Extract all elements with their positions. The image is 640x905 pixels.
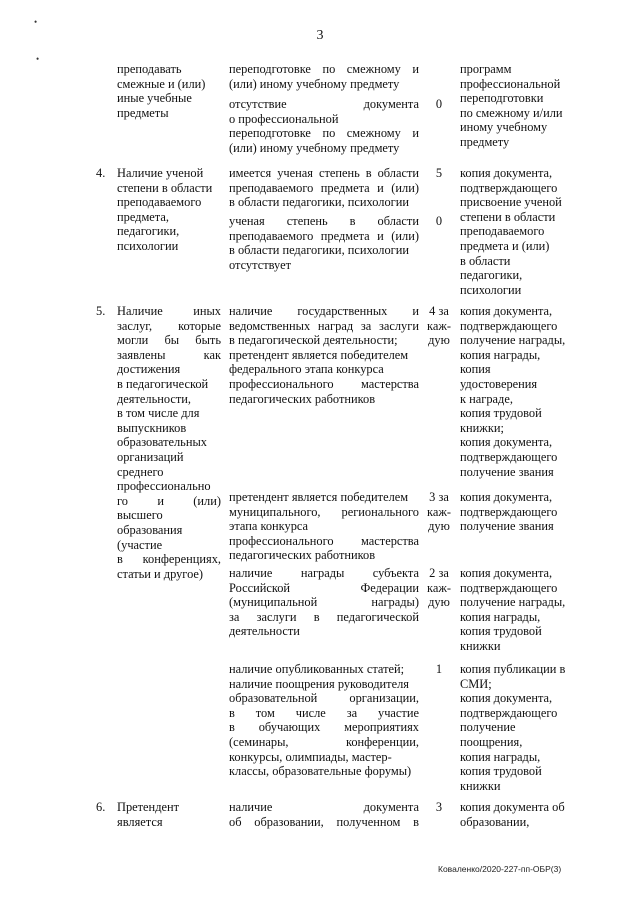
text-line: Наличие ученой <box>117 166 204 180</box>
text-line: 0 <box>435 97 443 111</box>
text-line: преподавать <box>117 62 182 76</box>
document-list <box>460 566 580 654</box>
text-line: дую <box>428 333 450 348</box>
text-line: 5 <box>435 166 443 180</box>
text-line: копия трудовой <box>460 406 542 421</box>
text-line: предметы <box>117 105 169 120</box>
document-list <box>460 662 580 793</box>
text-line: каж- <box>426 504 452 519</box>
text-line: копия публикации в <box>460 662 566 676</box>
text-line: книжки; <box>460 420 504 435</box>
text-line: (муниципальной награды) <box>229 595 419 610</box>
text-line: профессионального мастерства <box>229 376 419 391</box>
text-line: 1 <box>435 662 443 676</box>
text-line: образовательных <box>117 435 207 450</box>
text-line: копия документа, <box>460 490 553 504</box>
text-line: выпускников <box>117 420 187 435</box>
text-line: предмета, <box>117 209 169 224</box>
text-line: копия награды, <box>460 347 541 362</box>
document-list <box>460 490 580 534</box>
text-line: ученая степень в области <box>229 214 419 228</box>
score-value <box>424 490 454 534</box>
text-line: получение награды, <box>460 333 566 348</box>
text-line: дую <box>428 519 450 534</box>
text-line: степени в области <box>117 180 213 195</box>
text-line: подтверждающего <box>460 580 558 595</box>
text-line: заслуг, которые <box>117 318 221 333</box>
text-line: в педагогической деятельности; <box>229 333 398 348</box>
text-line: педагогических работников <box>229 391 376 406</box>
text-line: имеется ученая степень в области <box>229 166 419 180</box>
text-line: Российской Федерации <box>229 580 419 595</box>
text-line: могли бы быть <box>117 333 221 348</box>
text-line: организаций <box>117 449 184 464</box>
text-line: об образовании, полученном в <box>229 814 419 829</box>
text-line: достижения <box>117 362 181 377</box>
scan-mark: • <box>36 54 40 64</box>
text-line: подтверждающего <box>460 180 558 195</box>
text-line: деятельности, <box>117 391 192 406</box>
text-line: этапа конкурса <box>229 519 309 534</box>
text-line: о профессиональной <box>229 111 339 126</box>
text-line: в том числе за участие <box>229 705 419 720</box>
text-line: Наличие иных <box>117 304 221 318</box>
score-value <box>424 166 454 181</box>
text-line: подтверждающего <box>460 449 558 464</box>
row-number: 6. <box>96 800 106 814</box>
text-line: претендент является победителем <box>229 490 409 504</box>
text-line: копия документа, <box>460 166 553 180</box>
text-line: копия документа, <box>460 691 553 706</box>
document-list <box>460 166 580 297</box>
text-line: конкурсы, олимпиады, мастер- <box>229 749 392 764</box>
text-line: предмету <box>460 134 510 149</box>
text-line: (участие <box>117 537 163 552</box>
text-line: преподаваемого предмета и (или) <box>229 180 419 195</box>
text-line: получение награды, <box>460 595 566 610</box>
text-line: СМИ; <box>460 676 492 691</box>
score-value <box>424 214 454 229</box>
text-line: подтверждающего <box>460 318 558 333</box>
text-line: переподготовке по смежному и <box>229 62 419 76</box>
condition-text <box>229 97 419 155</box>
text-line: федерального этапа конкурса <box>229 362 384 377</box>
text-line: классы, образовательные форумы) <box>229 764 412 779</box>
score-value <box>424 97 454 112</box>
document-footer: Коваленко/2020-227-пп-ОБР(3) <box>438 864 562 874</box>
condition-text <box>229 566 419 639</box>
text-line: переподготовки <box>460 91 544 106</box>
text-line: наличие поощрения руководителя <box>229 676 409 691</box>
text-line: является <box>117 814 163 829</box>
text-line: педагогики, <box>460 268 523 283</box>
text-line: копия трудовой <box>460 764 542 779</box>
text-line: за заслуги в педагогической <box>229 609 419 624</box>
text-line: книжки <box>460 638 501 653</box>
condition-text <box>229 490 419 563</box>
text-line: ведомственных наград за заслуги <box>229 318 419 333</box>
document-list <box>460 304 580 479</box>
text-line: присвоение ученой <box>460 195 562 210</box>
text-line: получение звания <box>460 464 554 479</box>
text-line: преподаваемого <box>460 224 545 239</box>
text-line: педагогических работников <box>229 548 376 563</box>
text-line: копия документа, <box>460 304 553 318</box>
text-line: наличие государственных и <box>229 304 419 318</box>
document-list <box>460 800 580 829</box>
text-line: к награде, <box>460 391 513 406</box>
text-line: степени в области <box>460 209 556 224</box>
scan-mark: • <box>34 17 38 27</box>
condition-text <box>229 166 419 210</box>
text-line: предмета и (или) <box>460 238 550 253</box>
text-line: профессионально <box>117 479 211 494</box>
text-line: образовательной организации, <box>229 691 419 706</box>
text-line: педагогики, <box>117 224 180 239</box>
text-line: отсутствует <box>229 257 291 272</box>
text-line: заявлены как <box>117 347 221 362</box>
text-line: иному учебному <box>460 120 548 135</box>
text-line: каж- <box>426 580 452 595</box>
text-line: (или) иному учебному предмету <box>229 140 400 155</box>
text-line: в педагогической <box>117 376 209 391</box>
text-line: Претендент <box>117 800 180 814</box>
text-line: удостоверения <box>460 376 538 391</box>
text-line: 3 <box>435 800 443 814</box>
text-line: дую <box>428 595 450 610</box>
text-line: копия награды, <box>460 609 541 624</box>
text-line: поощрения, <box>460 734 523 749</box>
text-line: копия трудовой <box>460 624 542 639</box>
score-value <box>424 566 454 610</box>
text-line: претендент является победителем <box>229 347 409 362</box>
text-line: преподаваемого предмета и (или) <box>229 228 419 243</box>
condition-text <box>229 214 419 272</box>
text-line: деятельности <box>229 624 300 639</box>
text-line: в области <box>460 253 511 268</box>
criterion-text <box>117 800 221 829</box>
text-line: в области педагогики, психологии <box>229 243 410 258</box>
condition-text <box>229 662 419 779</box>
text-line: смежные и (или) <box>117 76 206 91</box>
text-line: по смежному и/или <box>460 105 563 120</box>
score-value <box>424 800 454 815</box>
text-line: в конференциях, <box>117 552 221 567</box>
text-line: профессионального мастерства <box>229 533 419 548</box>
text-line: каж- <box>426 318 452 333</box>
text-line: переподготовке по смежному и <box>229 126 419 141</box>
text-line: в том числе для <box>117 406 200 421</box>
text-line: программ <box>460 62 512 76</box>
text-line: наличие награды субъекта <box>229 566 419 580</box>
text-line: образования <box>117 522 183 537</box>
score-value <box>424 304 454 348</box>
text-line: наличие документа <box>229 800 419 814</box>
document-list <box>460 62 580 150</box>
score-value <box>424 662 454 677</box>
text-line: подтверждающего <box>460 504 558 519</box>
text-line: копия <box>460 362 491 377</box>
text-line: копия документа, <box>460 435 553 450</box>
text-line: профессиональной <box>460 76 561 91</box>
text-line: в обучающих мероприятиях <box>229 720 419 735</box>
text-line: статьи и другое) <box>117 566 204 581</box>
text-line: копия документа об <box>460 800 565 814</box>
text-line: среднего <box>117 464 164 479</box>
criterion-text <box>117 304 221 581</box>
text-line: иные учебные <box>117 91 192 106</box>
row-number: 4. <box>96 166 106 180</box>
text-line: муниципального, регионального <box>229 504 419 519</box>
condition-text <box>229 304 419 406</box>
condition-text <box>229 62 419 91</box>
text-line: 4 за <box>429 304 449 318</box>
criterion-text <box>117 166 221 254</box>
text-line: преподаваемого <box>117 195 202 210</box>
text-line: наличие опубликованных статей; <box>229 662 405 676</box>
text-line: отсутствие документа <box>229 97 419 111</box>
text-line: (или) иному учебному предмету <box>229 76 400 91</box>
text-line: книжки <box>460 778 501 793</box>
text-line: 3 за <box>429 490 449 504</box>
text-line: получение звания <box>460 519 554 534</box>
text-line: 2 за <box>429 566 449 580</box>
text-line: 0 <box>435 214 443 228</box>
text-line: психологии <box>117 238 179 253</box>
text-line: копия документа, <box>460 566 553 580</box>
text-line: в области педагогики, психологии <box>229 195 410 210</box>
text-line: образовании, <box>460 814 530 829</box>
text-line: копия награды, <box>460 749 541 764</box>
text-line: го и (или) <box>117 493 221 508</box>
text-line: подтверждающего <box>460 705 558 720</box>
criterion-text <box>117 62 221 120</box>
text-line: (семинары, конференции, <box>229 734 419 749</box>
text-line: высшего <box>117 508 163 523</box>
row-number: 5. <box>96 304 106 318</box>
text-line: получение <box>460 720 516 735</box>
condition-text <box>229 800 419 829</box>
page-number: 3 <box>316 28 324 43</box>
text-line: психологии <box>460 282 522 297</box>
